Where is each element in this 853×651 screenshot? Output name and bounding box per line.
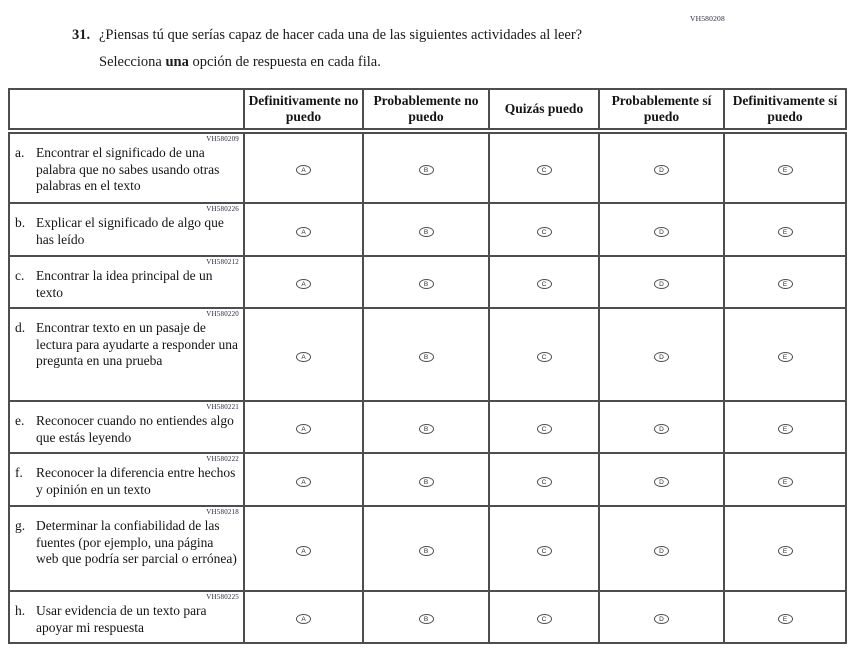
option-cell: [244, 453, 363, 506]
option-bubble-c[interactable]: C: [537, 352, 552, 362]
option-bubble-a[interactable]: A: [296, 424, 311, 434]
row-stem: [15, 215, 239, 248]
option-cell: [489, 453, 599, 506]
option-bubble-e[interactable]: E: [778, 614, 793, 624]
option-cell: [724, 506, 846, 591]
option-bubble-b[interactable]: B: [419, 424, 434, 434]
row-stem-cell: [9, 131, 244, 203]
empty-header-cell: [9, 89, 244, 131]
option-bubble-c[interactable]: C: [537, 227, 552, 237]
option-cell: [489, 591, 599, 643]
option-cell: [599, 591, 724, 643]
option-cell: [363, 401, 489, 453]
option-cell: [599, 401, 724, 453]
option-cell: [244, 506, 363, 591]
option-bubble-b[interactable]: B: [419, 614, 434, 624]
option-cell: [244, 131, 363, 203]
row-letter: c.: [15, 268, 25, 283]
row-stem: [15, 603, 239, 636]
row-text: Encontrar texto en un pasaje de lectura para ayudarte a responder una pregunta en una prueba: [36, 320, 239, 368]
option-bubble-e[interactable]: E: [778, 279, 793, 289]
option-bubble-c[interactable]: C: [537, 165, 552, 175]
column-header-probablemente-no: Probablemente no puedo: [363, 89, 489, 131]
option-cell: [599, 308, 724, 401]
instruction-prefix: Selecciona: [99, 54, 166, 70]
question-text: ¿Piensas tú que serías capaz de hacer cada una de las siguientes actividades al leer?: [99, 27, 583, 43]
option-bubble-d[interactable]: D: [654, 614, 669, 624]
option-cell: [244, 308, 363, 401]
option-cell: [724, 203, 846, 256]
option-cell: [363, 506, 489, 591]
row-stem-cell: [9, 591, 244, 643]
option-cell: [724, 453, 846, 506]
instruction-suffix: opción de respuesta en cada fila.: [188, 54, 381, 70]
table-row: [9, 591, 846, 643]
option-cell: [724, 308, 846, 401]
option-cell: [363, 453, 489, 506]
option-cell: [363, 203, 489, 256]
option-cell: [724, 256, 846, 308]
option-cell: [363, 308, 489, 401]
accession-code: VH580208: [690, 14, 725, 23]
option-bubble-e[interactable]: E: [778, 546, 793, 556]
table-row: [9, 401, 846, 453]
table-row: [9, 256, 846, 308]
option-bubble-c[interactable]: C: [537, 546, 552, 556]
row-letter: a.: [15, 145, 25, 160]
row-stem-cell: [9, 308, 244, 401]
option-bubble-d[interactable]: D: [654, 546, 669, 556]
option-cell: [599, 506, 724, 591]
row-stem-cell: [9, 401, 244, 453]
option-cell: [489, 401, 599, 453]
option-cell: [599, 453, 724, 506]
row-stem: [15, 518, 239, 568]
row-text: Encontrar la idea principal de un texto: [36, 268, 213, 300]
row-stem: [15, 268, 239, 301]
option-bubble-d[interactable]: D: [654, 227, 669, 237]
option-bubble-a[interactable]: A: [296, 352, 311, 362]
row-accession-code: VH580222: [206, 455, 239, 463]
row-accession-code: VH580220: [206, 310, 239, 318]
table-row: [9, 506, 846, 591]
row-text: Encontrar el significado de una palabra que no sabes usando otras palabras en el texto: [36, 145, 220, 193]
row-text: Explicar el significado de algo que has leído: [36, 215, 224, 247]
table-header: [9, 89, 846, 131]
option-bubble-b[interactable]: B: [419, 165, 434, 175]
row-stem-cell: [9, 256, 244, 308]
option-cell: [599, 203, 724, 256]
option-cell: [724, 131, 846, 203]
option-bubble-c[interactable]: C: [537, 424, 552, 434]
option-cell: [489, 506, 599, 591]
option-cell: [244, 401, 363, 453]
option-cell: [244, 256, 363, 308]
row-stem-cell: [9, 203, 244, 256]
row-accession-code: VH580209: [206, 135, 239, 143]
row-accession-code: VH580225: [206, 593, 239, 601]
row-letter: b.: [15, 215, 26, 230]
column-header-definitivamente-no: Definitivamente no puedo: [244, 89, 363, 131]
instruction-line: [99, 53, 812, 71]
option-cell: [489, 131, 599, 203]
option-bubble-e[interactable]: E: [778, 424, 793, 434]
option-bubble-d[interactable]: D: [654, 279, 669, 289]
option-cell: [724, 401, 846, 453]
row-letter: e.: [15, 413, 25, 428]
option-cell: [599, 256, 724, 308]
column-header-probablemente-si: Probablemente sí puedo: [599, 89, 724, 131]
row-stem-cell: [9, 453, 244, 506]
option-bubble-b[interactable]: B: [419, 279, 434, 289]
table-body: [9, 131, 846, 643]
table-row: [9, 203, 846, 256]
row-stem-cell: [9, 506, 244, 591]
row-accession-code: VH580212: [206, 258, 239, 266]
row-text: Usar evidencia de un texto para apoyar mi respuesta: [36, 603, 207, 635]
row-letter: f.: [15, 465, 23, 480]
row-letter: g.: [15, 518, 26, 533]
option-cell: [489, 203, 599, 256]
row-letter: d.: [15, 320, 26, 335]
option-cell: [599, 131, 724, 203]
row-stem: [15, 320, 239, 370]
row-letter: h.: [15, 603, 26, 618]
header-row: [9, 89, 846, 131]
instruction-bold-word: una: [165, 54, 189, 70]
option-bubble-a[interactable]: A: [296, 227, 311, 237]
option-bubble-e[interactable]: E: [778, 227, 793, 237]
option-cell: [363, 256, 489, 308]
table-row: [9, 453, 846, 506]
table-row: [9, 131, 846, 203]
option-bubble-a[interactable]: A: [296, 279, 311, 289]
option-cell: [489, 256, 599, 308]
option-bubble-a[interactable]: A: [296, 614, 311, 624]
option-bubble-d[interactable]: D: [654, 165, 669, 175]
option-bubble-a[interactable]: A: [296, 165, 311, 175]
option-bubble-d[interactable]: D: [654, 424, 669, 434]
row-accession-code: VH580226: [206, 205, 239, 213]
row-text: Reconocer cuando no entiendes algo que estás leyendo: [36, 413, 234, 445]
option-bubble-c[interactable]: C: [537, 279, 552, 289]
option-bubble-b[interactable]: B: [419, 546, 434, 556]
option-bubble-e[interactable]: E: [778, 165, 793, 175]
option-cell: [244, 203, 363, 256]
table-row: [9, 308, 846, 401]
option-bubble-a[interactable]: A: [296, 546, 311, 556]
option-cell: [363, 591, 489, 643]
option-cell: [244, 591, 363, 643]
option-bubble-e[interactable]: E: [778, 352, 793, 362]
column-header-definitivamente-si: Definitivamente sí puedo: [724, 89, 846, 131]
option-cell: [724, 591, 846, 643]
row-stem: [15, 413, 239, 446]
row-accession-code: VH580221: [206, 403, 239, 411]
option-bubble-c[interactable]: C: [537, 477, 552, 487]
row-stem: [15, 465, 239, 498]
option-bubble-b[interactable]: B: [419, 352, 434, 362]
row-stem: [15, 145, 239, 195]
row-accession-code: VH580218: [206, 508, 239, 516]
option-cell: [489, 308, 599, 401]
response-matrix-table: [8, 88, 847, 644]
column-header-quizas: Quizás puedo: [489, 89, 599, 131]
option-bubble-d[interactable]: D: [654, 352, 669, 362]
question-body: [99, 26, 812, 71]
option-bubble-b[interactable]: B: [419, 477, 434, 487]
row-text: Reconocer la diferencia entre hechos y opinión en un texto: [36, 465, 236, 497]
option-bubble-d[interactable]: D: [654, 477, 669, 487]
question-block: [72, 26, 812, 71]
option-bubble-e[interactable]: E: [778, 477, 793, 487]
option-bubble-a[interactable]: A: [296, 477, 311, 487]
option-bubble-b[interactable]: B: [419, 227, 434, 237]
question-number: 31.: [72, 27, 91, 43]
option-cell: [363, 131, 489, 203]
row-text: Determinar la confiabilidad de las fuentes (por ejemplo, una página web que podría ser parcial o errónea): [36, 518, 237, 566]
option-bubble-c[interactable]: C: [537, 614, 552, 624]
